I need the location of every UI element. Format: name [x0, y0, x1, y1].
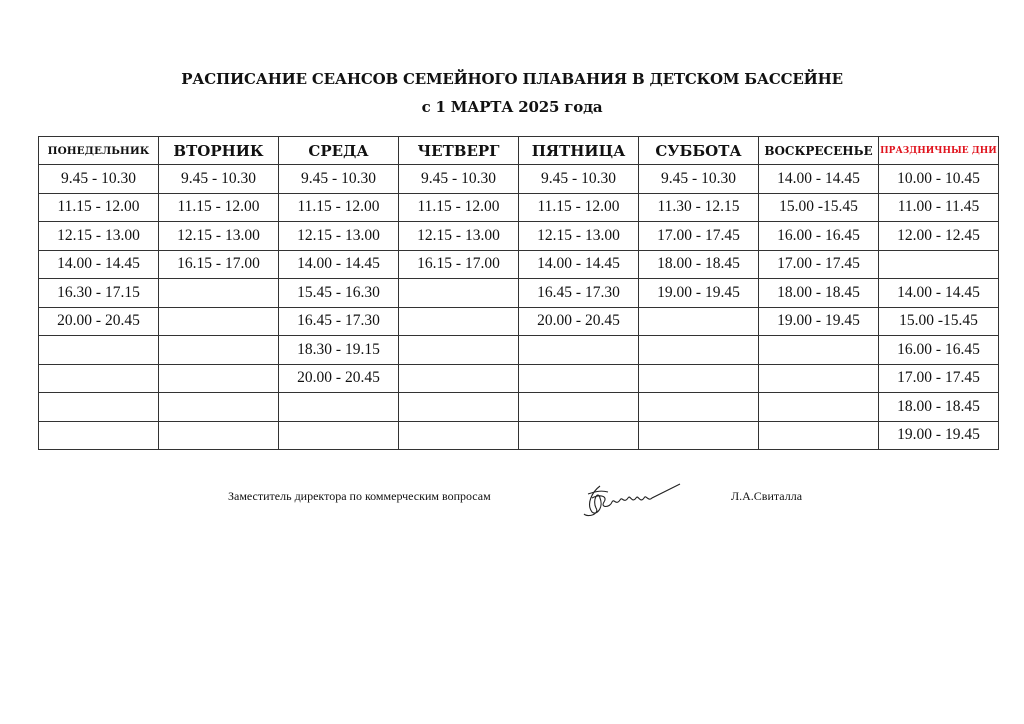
table-row	[39, 307, 999, 336]
session-time-cell	[759, 393, 879, 422]
session-time-cell: 12.15 - 13.00	[39, 222, 159, 251]
session-time-cell	[159, 279, 279, 308]
session-time-cell	[639, 307, 759, 336]
session-time-cell: 12.15 - 13.00	[159, 222, 279, 251]
session-time-cell	[639, 364, 759, 393]
session-time-cell: 9.45 - 10.30	[279, 165, 399, 194]
signatory-name: Л.А.Свиталла	[731, 489, 803, 503]
session-time-cell: 14.00 - 14.45	[879, 279, 999, 308]
table-row	[39, 364, 999, 393]
session-time-cell: 12.15 - 13.00	[399, 222, 519, 251]
session-time-cell	[159, 364, 279, 393]
session-time-cell: 11.30 - 12.15	[639, 193, 759, 222]
session-time-cell: 16.30 - 17.15	[39, 279, 159, 308]
session-time-cell: 11.15 - 12.00	[39, 193, 159, 222]
session-time-cell	[519, 364, 639, 393]
session-time-cell: 14.00 - 14.45	[39, 250, 159, 279]
session-time-cell: 16.00 - 16.45	[759, 222, 879, 251]
column-header-1: ВТОРНИК	[159, 137, 279, 165]
session-time-cell	[279, 393, 399, 422]
column-header-3: ЧЕТВЕРГ	[399, 137, 519, 165]
session-time-cell	[759, 421, 879, 450]
session-time-cell: 14.00 - 14.45	[759, 165, 879, 194]
session-time-cell: 17.00 - 17.45	[759, 250, 879, 279]
session-time-cell	[159, 307, 279, 336]
session-time-cell: 11.15 - 12.00	[519, 193, 639, 222]
table-row	[39, 279, 999, 308]
column-header-5: СУББОТА	[639, 137, 759, 165]
column-header-0: ПОНЕДЕЛЬНИК	[39, 137, 159, 165]
session-time-cell: 10.00 - 10.45	[879, 165, 999, 194]
session-time-cell	[519, 393, 639, 422]
session-time-cell: 16.45 - 17.30	[279, 307, 399, 336]
session-time-cell	[39, 393, 159, 422]
session-time-cell	[39, 421, 159, 450]
session-time-cell: 9.45 - 10.30	[519, 165, 639, 194]
session-time-cell	[399, 393, 519, 422]
session-time-cell: 20.00 - 20.45	[519, 307, 639, 336]
session-time-cell	[759, 336, 879, 365]
session-time-cell: 18.30 - 19.15	[279, 336, 399, 365]
session-time-cell: 17.00 - 17.45	[879, 364, 999, 393]
table-row	[39, 250, 999, 279]
session-time-cell: 14.00 - 14.45	[519, 250, 639, 279]
session-time-cell	[639, 421, 759, 450]
session-time-cell: 18.00 - 18.45	[879, 393, 999, 422]
session-time-cell	[759, 364, 879, 393]
session-time-cell: 15.00 -15.45	[759, 193, 879, 222]
session-time-cell	[159, 336, 279, 365]
session-time-cell	[159, 421, 279, 450]
session-time-cell	[399, 336, 519, 365]
session-time-cell: 15.45 - 16.30	[279, 279, 399, 308]
session-time-cell: 11.15 - 12.00	[159, 193, 279, 222]
session-time-cell	[399, 279, 519, 308]
session-time-cell: 19.00 - 19.45	[759, 307, 879, 336]
session-time-cell: 14.00 - 14.45	[279, 250, 399, 279]
session-time-cell: 20.00 - 20.45	[279, 364, 399, 393]
table-row	[39, 393, 999, 422]
session-time-cell	[519, 336, 639, 365]
session-time-cell: 12.15 - 13.00	[279, 222, 399, 251]
session-time-cell: 19.00 - 19.45	[639, 279, 759, 308]
session-time-cell: 16.15 - 17.00	[399, 250, 519, 279]
session-time-cell: 18.00 - 18.45	[759, 279, 879, 308]
schedule-table	[38, 136, 999, 450]
document-title: РАСПИСАНИЕ СЕАНСОВ СЕМЕЙНОГО ПЛАВАНИЯ В ДЕТСКОМ БАССЕЙНЕ	[181, 70, 843, 88]
session-time-cell	[39, 364, 159, 393]
table-row	[39, 165, 999, 194]
session-time-cell	[879, 250, 999, 279]
session-time-cell	[279, 421, 399, 450]
session-time-cell: 16.00 - 16.45	[879, 336, 999, 365]
session-time-cell: 12.15 - 13.00	[519, 222, 639, 251]
column-header-2: СРЕДА	[279, 137, 399, 165]
session-time-cell	[399, 421, 519, 450]
session-time-cell	[519, 421, 639, 450]
session-time-cell: 19.00 - 19.45	[879, 421, 999, 450]
table-row	[39, 421, 999, 450]
schedule-body	[39, 165, 999, 450]
document-subtitle-date: с 1 МАРТА 2025 года	[421, 98, 603, 116]
session-time-cell: 9.45 - 10.30	[39, 165, 159, 194]
session-time-cell: 16.15 - 17.00	[159, 250, 279, 279]
session-time-cell: 20.00 - 20.45	[39, 307, 159, 336]
session-time-cell: 9.45 - 10.30	[399, 165, 519, 194]
signature-icon	[578, 478, 688, 520]
session-time-cell: 11.15 - 12.00	[399, 193, 519, 222]
session-time-cell	[159, 393, 279, 422]
table-row	[39, 336, 999, 365]
session-time-cell	[639, 336, 759, 365]
column-header-6: ВОСКРЕСЕНЬЕ	[759, 137, 879, 165]
session-time-cell	[639, 393, 759, 422]
column-header-4: ПЯТНИЦА	[519, 137, 639, 165]
column-header-7: ПРАЗДНИЧНЫЕ ДНИ	[879, 137, 999, 165]
session-time-cell: 17.00 - 17.45	[639, 222, 759, 251]
signatory-position: Заместитель директора по коммерческим вопросам	[228, 489, 491, 503]
session-time-cell: 12.00 - 12.45	[879, 222, 999, 251]
session-time-cell	[399, 364, 519, 393]
session-time-cell	[39, 336, 159, 365]
table-row	[39, 222, 999, 251]
session-time-cell: 11.00 - 11.45	[879, 193, 999, 222]
session-time-cell	[399, 307, 519, 336]
schedule-header-row	[39, 137, 999, 165]
session-time-cell: 15.00 -15.45	[879, 307, 999, 336]
session-time-cell: 18.00 - 18.45	[639, 250, 759, 279]
session-time-cell: 16.45 - 17.30	[519, 279, 639, 308]
session-time-cell: 9.45 - 10.30	[639, 165, 759, 194]
table-row	[39, 193, 999, 222]
session-time-cell: 9.45 - 10.30	[159, 165, 279, 194]
session-time-cell: 11.15 - 12.00	[279, 193, 399, 222]
